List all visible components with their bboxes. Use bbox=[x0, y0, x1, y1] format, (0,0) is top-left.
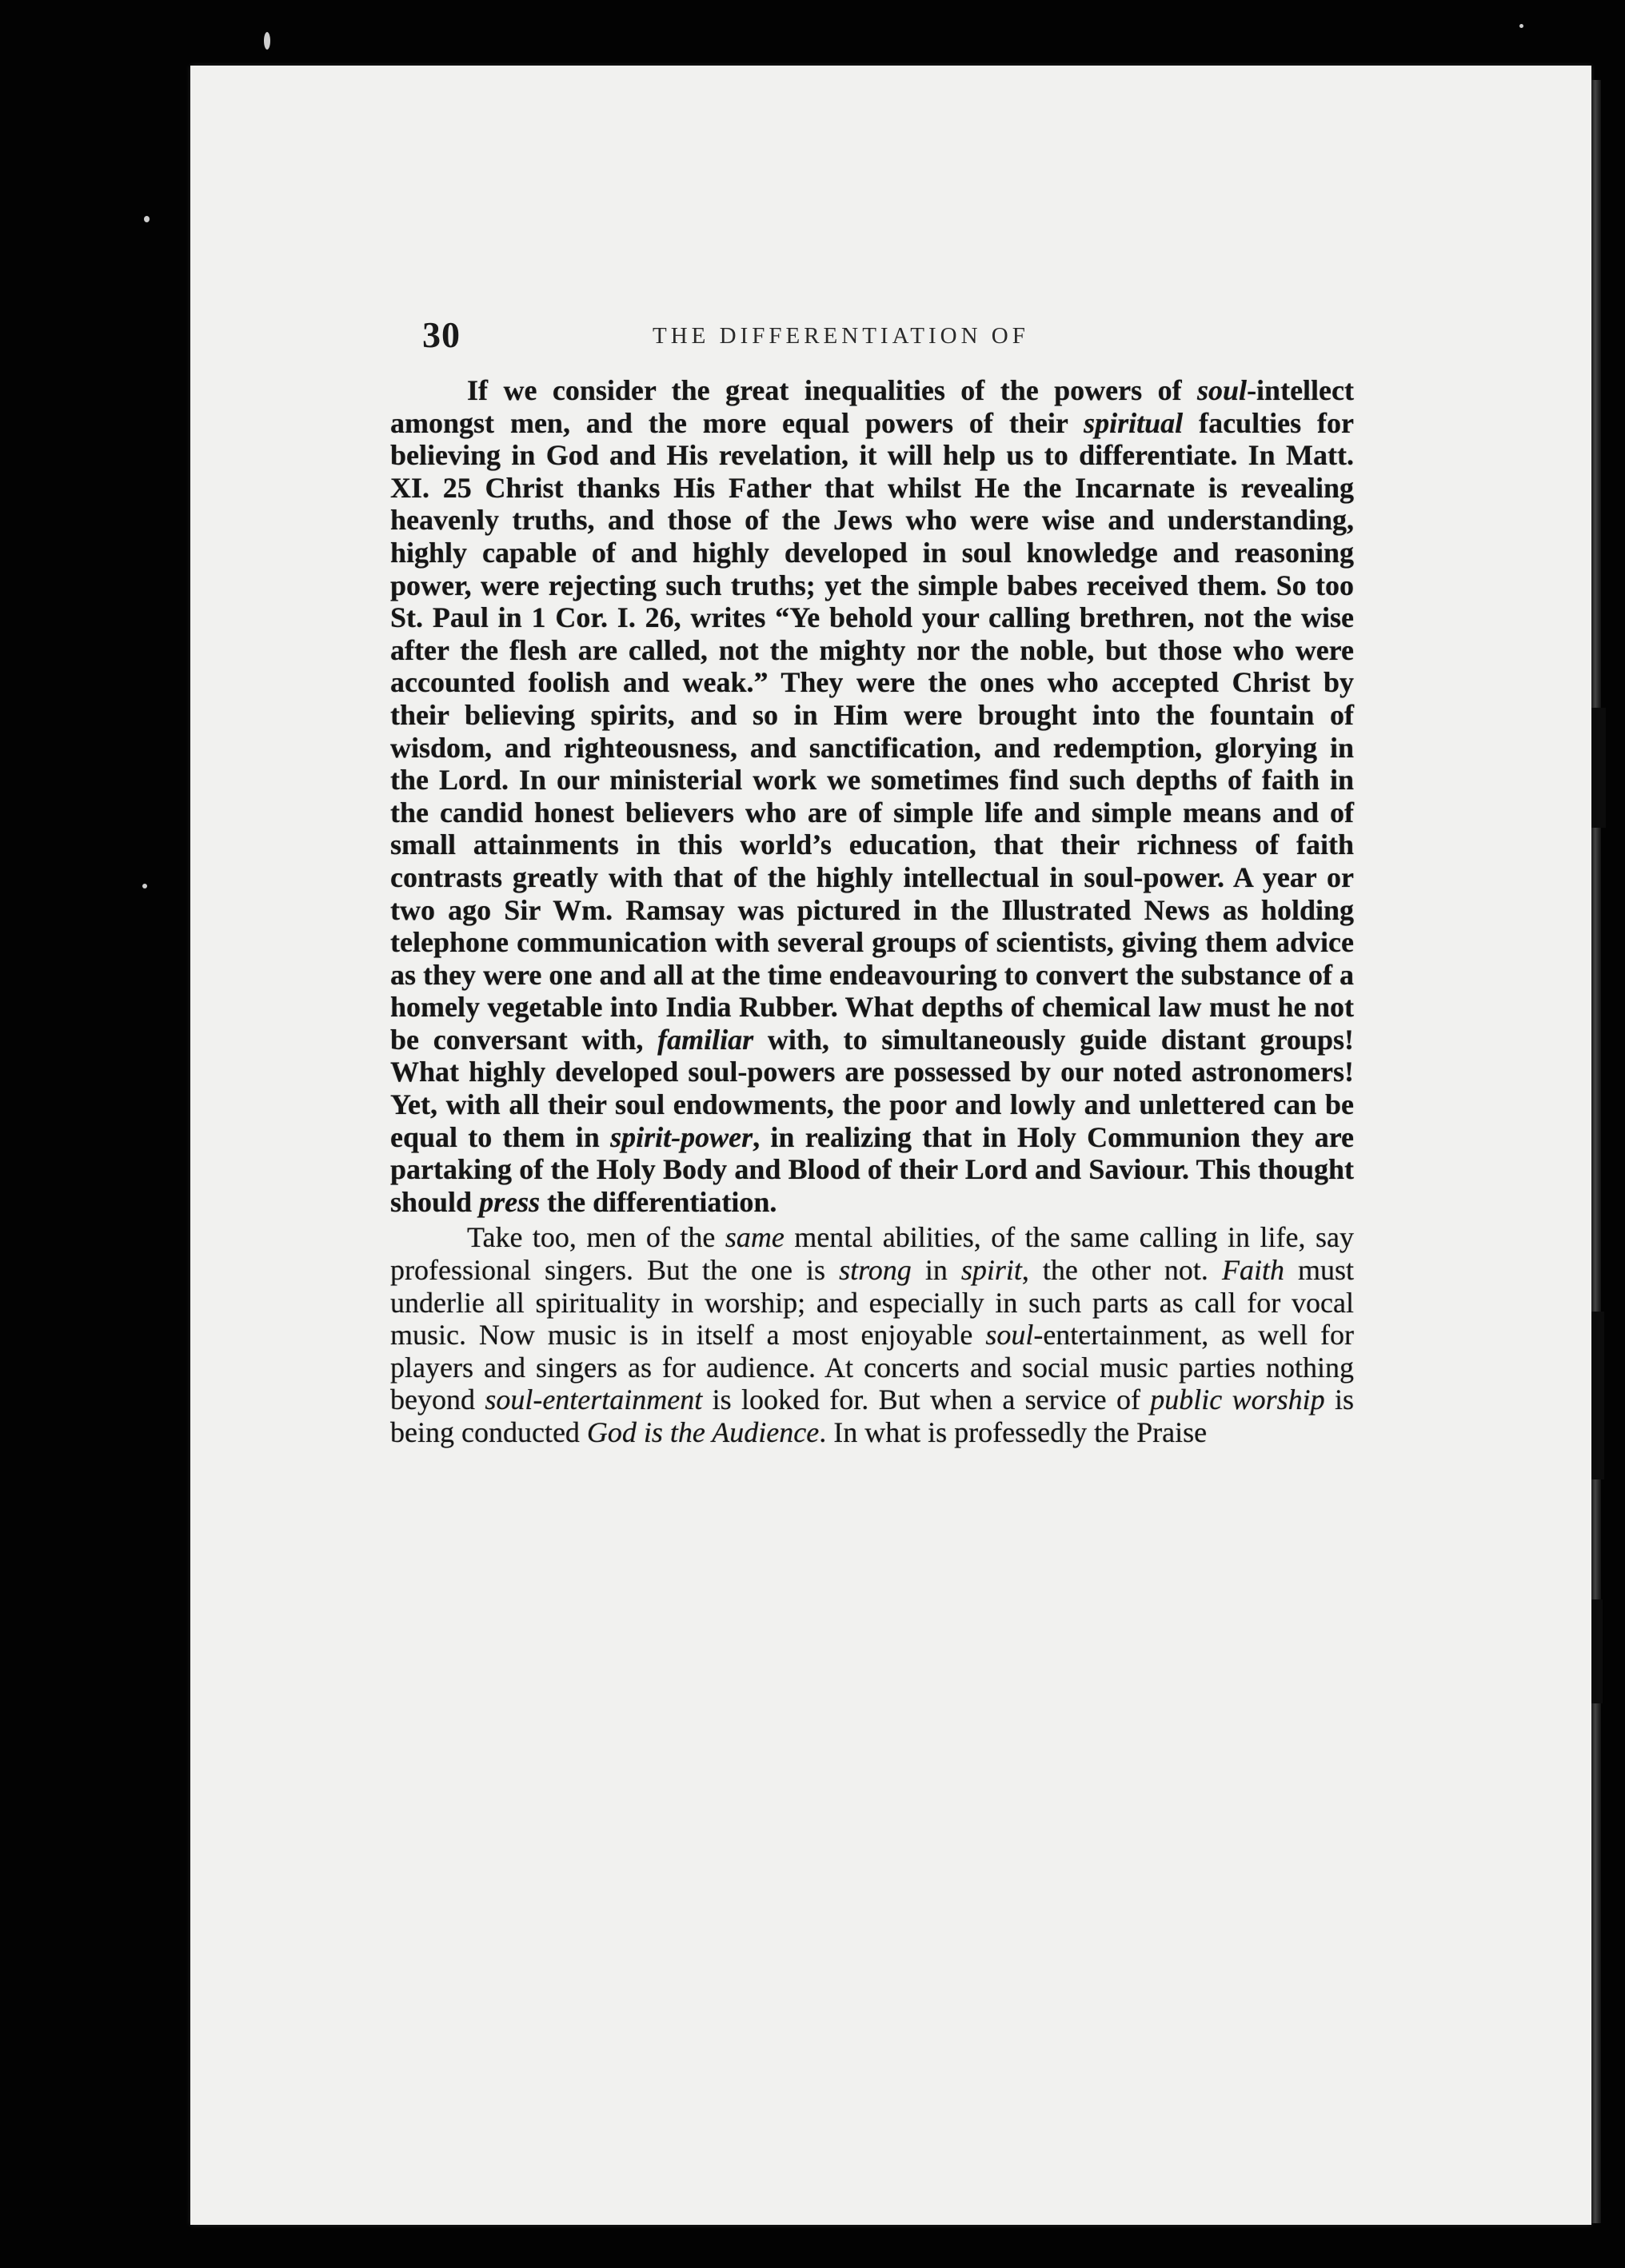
binding-mark bbox=[1591, 1312, 1604, 1479]
italic-text: soul bbox=[985, 1319, 1034, 1352]
italic-text: spiritual bbox=[1084, 406, 1184, 439]
binding-mark bbox=[1591, 708, 1606, 828]
text-run: -intellect amongst men, and the more equal powers of their bbox=[390, 374, 1354, 439]
italic-text: spirit-power bbox=[610, 1120, 753, 1153]
italic-text: strong bbox=[839, 1254, 912, 1287]
text-run: -entertainment, as well for players and singers as for audience. At concerts and social music parties nothing beyond bbox=[390, 1319, 1354, 1416]
binding-mark bbox=[1591, 1599, 1603, 1703]
body-text bbox=[390, 374, 1354, 1449]
text-run: If we consider the great inequalities of the powers of bbox=[467, 374, 1198, 406]
text-run: must underlie all spirituality in worship; and especially in such parts as call for vocal music. Now music is in itself a most enjoyable bbox=[390, 1254, 1354, 1352]
scan-speck bbox=[142, 884, 147, 888]
text-run: , in realizing that in Holy Communion they are partaking of the Holy Body and Blood of their Lord and Saviour. This thought should bbox=[390, 1120, 1354, 1218]
scan-speck bbox=[144, 216, 150, 222]
italic-text: soul-entertainment bbox=[485, 1384, 703, 1416]
text-run: faculties for believing in God and His revelation, it will help us to differentiate. In Matt. XI. 25 Christ thanks His Father that whilst He the Incarnate is revealing heavenly truths, and those of the Jews who were wise and understanding, highly capable of and highly developed in soul knowledge and reasoning power, were rejecting such truths; yet the simple babes received them. So too St. Paul in 1 Cor. I. 26, writes “Ye behold your calling brethren, not the wise after the flesh are called, not the mighty nor the noble, but those who were accounted foolish and weak.” They were the ones who accepted Christ by their believing spirits, and so in Him were brought into the fountain of wisdom, and righteousness, and sanctification, and redemption, glorying in the Lord. In our ministerial work we sometimes find such depths of faith in the candid honest believers who are of simple life and simple means and of small attainments in this world’s education, that their richness of faith contrasts greatly with that of the highly intellectual in soul-power. A year or two ago Sir Wm. Ramsay was pictured in the Illustrated News as holding telephone communication with several groups of scientists, giving them advice as they were one and all at the time endeavouring to convert the substance of a homely vegetable into India Rubber. What depths of chemical law must he not be conversant with, bbox=[390, 406, 1355, 1056]
italic-text: familiar bbox=[657, 1023, 754, 1056]
text-run: , the other not. bbox=[1021, 1254, 1222, 1287]
text-run: is being conducted bbox=[390, 1384, 1355, 1448]
text-run: . In what is professedly the Praise bbox=[819, 1416, 1208, 1448]
italic-text: press bbox=[479, 1185, 541, 1218]
text-run: in bbox=[911, 1254, 961, 1287]
italic-text: Faith bbox=[1221, 1254, 1284, 1287]
italic-text: public worship bbox=[1150, 1384, 1325, 1416]
italic-text: spirit bbox=[960, 1254, 1022, 1287]
scan-speck bbox=[1519, 24, 1523, 28]
paragraph-1 bbox=[390, 374, 1354, 1218]
text-run: Take too, men of the bbox=[467, 1221, 725, 1254]
text-run: the differentiation. bbox=[540, 1185, 777, 1218]
text-run: mental abilities, of the same calling in life, say professional singers. But the one is bbox=[390, 1221, 1354, 1287]
italic-text: soul bbox=[1197, 374, 1248, 406]
page-edge bbox=[1591, 80, 1601, 2223]
italic-text: same bbox=[725, 1221, 785, 1254]
text-run: is looked for. But when a service of bbox=[702, 1384, 1151, 1416]
text-run: with, to simultaneously guide distant groups! What highly developed soul-powers are possessed by our noted astronomers! Yet, with all their soul endowments, the poor and lowly and unlettered can be equal to them in bbox=[390, 1023, 1354, 1153]
scan-speck bbox=[264, 32, 270, 50]
italic-text: God is the Audience bbox=[586, 1416, 820, 1448]
paragraph-2 bbox=[390, 1221, 1354, 1448]
page-number: 30 bbox=[422, 314, 461, 355]
running-head-title: THE DIFFERENTIATION OF bbox=[653, 323, 1029, 349]
